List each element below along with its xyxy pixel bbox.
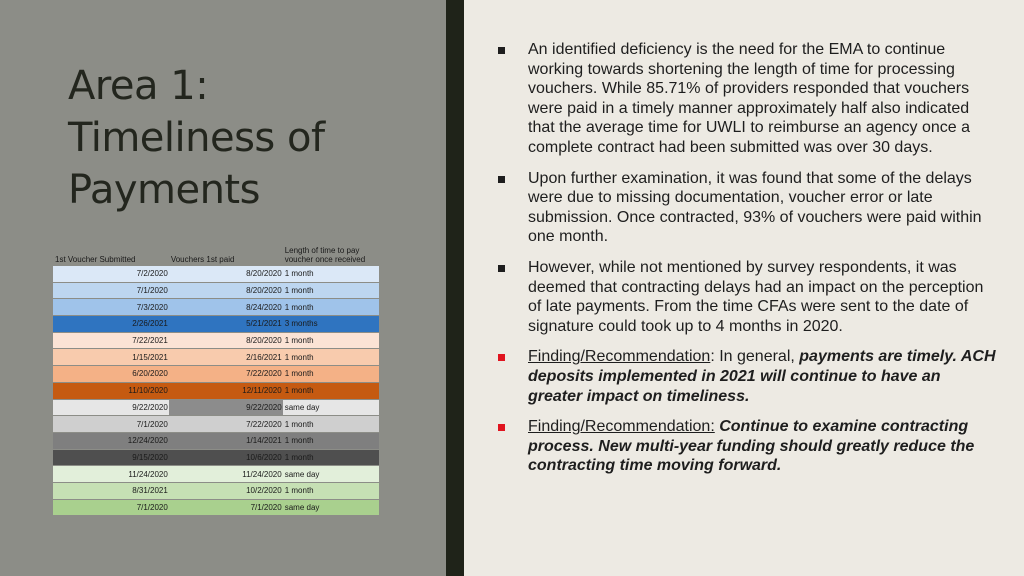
cell-paid: 12/11/2020: [169, 382, 283, 399]
bullet-text: Upon further examination, it was found that some of the delays were due to missing documentation, voucher error or late submission. Once contracted, 93% of vouchers were paid within one month.: [528, 169, 982, 246]
cell-length: 1 month: [283, 349, 379, 366]
cell-paid: 7/22/2020: [169, 416, 283, 433]
slide-title: [68, 60, 428, 216]
table-row: [53, 399, 379, 416]
bullet-item: [496, 40, 996, 158]
cell-length: 1 month: [283, 366, 379, 383]
cell-length: 1 month: [283, 432, 379, 449]
finding-rest: . ACH deposits implemented in 2021 will continue to have an greater impact on timeliness.: [528, 348, 996, 405]
bullet-list: [496, 40, 996, 487]
finding-item-2: [496, 417, 996, 476]
table-row: [53, 299, 379, 316]
cell-length: 1 month: [283, 299, 379, 316]
cell-submitted: 8/31/2021: [53, 482, 169, 499]
cell-paid: 8/20/2020: [169, 266, 283, 282]
cell-paid: 10/2/2020: [169, 482, 283, 499]
title-line-1: Area 1:: [68, 63, 209, 109]
cell-paid: 9/22/2020: [169, 399, 283, 416]
cell-submitted: 7/22/2021: [53, 332, 169, 349]
cell-submitted: 6/20/2020: [53, 366, 169, 383]
cell-length: 1 month: [283, 416, 379, 433]
square-bullet-icon: [498, 47, 505, 54]
cell-submitted: 7/3/2020: [53, 299, 169, 316]
cell-paid: 8/20/2020: [169, 332, 283, 349]
cell-submitted: 7/2/2020: [53, 266, 169, 282]
cell-length: 1 month: [283, 382, 379, 399]
bullet-text: However, while not mentioned by survey respondents, it was deemed that contracting delays had an impact on the perception of late payments. From the time CFAs were sent to the date of signature could took up to 4 months in 2020.: [528, 258, 984, 335]
finding-bold: payments are timely: [799, 348, 953, 366]
header-length: Length of time to pay voucher once received: [283, 238, 379, 266]
title-line-3: Payments: [68, 167, 260, 213]
cell-length: same day: [283, 499, 379, 516]
table-header-row: [53, 238, 379, 266]
finding-rest: Continue to examine contracting process. New multi-year funding should greatly reduce the contracting time moving forward.: [528, 418, 975, 475]
cell-submitted: 12/24/2020: [53, 432, 169, 449]
cell-paid: 2/16/2021: [169, 349, 283, 366]
square-bullet-icon: [498, 176, 505, 183]
bullet-item: [496, 258, 996, 336]
cell-length: 1 month: [283, 482, 379, 499]
table-row: [53, 499, 379, 516]
header-submitted: 1st Voucher Submitted: [53, 238, 169, 266]
cell-length: 3 months: [283, 316, 379, 333]
table-row: [53, 316, 379, 333]
cell-length: same day: [283, 466, 379, 483]
cell-paid: 7/22/2020: [169, 366, 283, 383]
table-row: [53, 382, 379, 399]
cell-submitted: 9/22/2020: [53, 399, 169, 416]
finding-item-1: [496, 347, 996, 406]
cell-submitted: 9/15/2020: [53, 449, 169, 466]
cell-length: 1 month: [283, 332, 379, 349]
table-row: [53, 366, 379, 383]
finding-sep: : In general,: [710, 348, 800, 366]
bullet-text: An identified deficiency is the need for the EMA to continue working towards shortening the length of time for processing vouchers. While 85.71% of providers responded that vouchers were paid in a timely manner approximately half also indicated that the average time for UWLI to reimburse an agency once a complete contract had been submitted was over 30 days.: [528, 41, 971, 156]
bullet-item: [496, 169, 996, 247]
cell-paid: 11/24/2020: [169, 466, 283, 483]
table-row: [53, 282, 379, 299]
cell-length: 1 month: [283, 282, 379, 299]
cell-submitted: 11/10/2020: [53, 382, 169, 399]
square-bullet-icon: [498, 265, 505, 272]
voucher-table: [53, 238, 379, 516]
table-row: [53, 482, 379, 499]
cell-paid: 7/1/2020: [169, 499, 283, 516]
cell-paid: 10/6/2020: [169, 449, 283, 466]
cell-length: 1 month: [283, 449, 379, 466]
finding-label: Finding/Recommendation:: [528, 418, 715, 436]
cell-submitted: 1/15/2021: [53, 349, 169, 366]
panel-divider: [446, 0, 464, 576]
table-row: [53, 349, 379, 366]
cell-submitted: 7/1/2020: [53, 499, 169, 516]
table-row: [53, 416, 379, 433]
table-row: [53, 449, 379, 466]
cell-paid: 8/24/2020: [169, 299, 283, 316]
table-row: [53, 432, 379, 449]
title-line-2: Timeliness of: [68, 115, 325, 161]
cell-length: 1 month: [283, 266, 379, 282]
cell-submitted: 7/1/2020: [53, 416, 169, 433]
square-bullet-icon: [498, 354, 505, 361]
table-row: [53, 466, 379, 483]
cell-paid: 8/20/2020: [169, 282, 283, 299]
table-row: [53, 332, 379, 349]
table-row: [53, 266, 379, 282]
cell-paid: 1/14/2021: [169, 432, 283, 449]
cell-submitted: 7/1/2020: [53, 282, 169, 299]
header-paid: Vouchers 1st paid: [169, 238, 283, 266]
cell-submitted: 2/26/2021: [53, 316, 169, 333]
cell-paid: 5/21/2021: [169, 316, 283, 333]
square-bullet-icon: [498, 424, 505, 431]
cell-length: same day: [283, 399, 379, 416]
finding-label: Finding/Recommendation: [528, 348, 711, 366]
cell-submitted: 11/24/2020: [53, 466, 169, 483]
